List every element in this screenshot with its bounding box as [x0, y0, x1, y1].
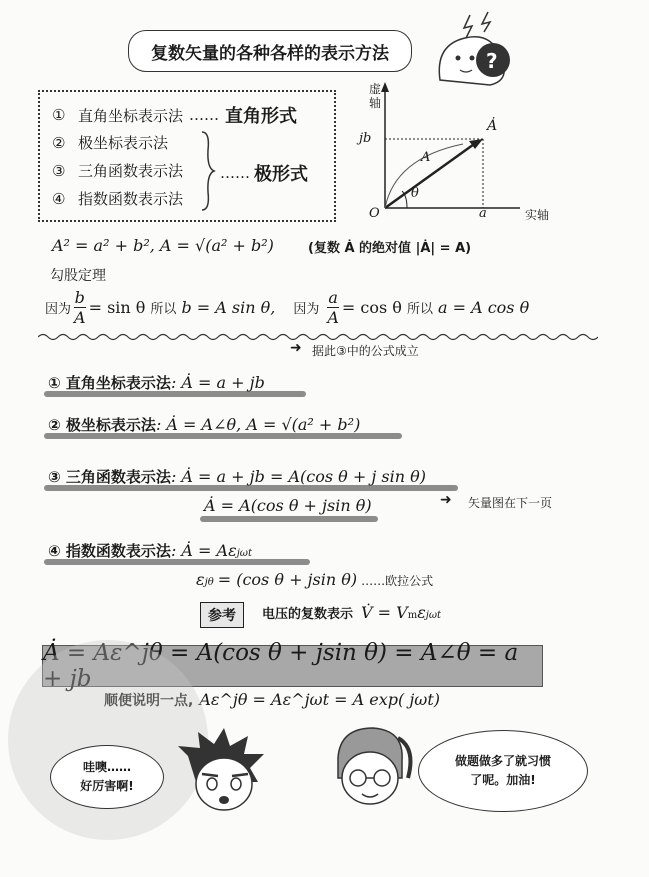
title-bubble [128, 30, 412, 72]
voltage-complex-repr: 电压的复数表示 V̇ = V m ε jωt [262, 603, 442, 622]
a-label: a [479, 206, 487, 221]
fraction-a-over-a: $\frac{a}{A}$ [327, 288, 339, 327]
formula-2: ② 极坐标表示法 : Ȧ = A∠θ, A = √(a² + b²) [48, 415, 361, 434]
svg-text:?: ? [486, 49, 498, 73]
pythagoras-label: 勾股定理 [50, 268, 106, 284]
formula-1: ① 直角坐标表示法 : Ȧ = a + jb [48, 373, 265, 392]
polar-form-label: 极形式 [254, 164, 308, 185]
page-title: 复数矢量的各种各样的表示方法 [151, 43, 389, 64]
vector-diagram [355, 78, 570, 228]
next-arrow-icon: ➜ [440, 492, 452, 508]
boy-character [178, 726, 268, 816]
speech-bubble-right: 做题做多了就习惯 了呢。加油! [418, 730, 588, 812]
origin-label: O [369, 206, 380, 221]
formula-3-second-line: Ȧ = A(cos θ + jsin θ) [204, 496, 372, 515]
jb-label: jb [359, 131, 372, 146]
arrow-note: 据此③中的公式成立 [312, 344, 419, 358]
magnitude-label: A [421, 150, 431, 165]
magnitude-equation: A² = a² + b², A = √(a² + b²) [52, 236, 274, 255]
formula-3: ③ 三角函数表示法 : Ȧ = a + jb = A(cos θ + j sin θ) [48, 467, 426, 486]
wavy-divider [38, 332, 598, 342]
speech-bubble-left: 哇噢…… 好厉害啊! [50, 745, 164, 809]
rect-form-label: 直角形式 [225, 106, 298, 127]
derivation-row: 因为 $\frac{b}{A}$ = sin θ 所以 b = A sin θ, 因为 $\frac{a}{A}$ = cos θ 所以 a = A cos θ [45, 288, 530, 327]
summary-banner: Ȧ = Aε^jθ = A(cos θ + jsin θ) = A∠θ = a + jb [42, 645, 543, 687]
arrow-icon: ➜ [290, 340, 302, 356]
polar-form-group: …… 极形式 [220, 160, 308, 186]
method-row-4: ④ 指数函数表示法 [52, 189, 184, 208]
imag-axis-label-1: 虚 [369, 82, 382, 96]
fraction-b-over-a: $\frac{b}{A}$ [74, 288, 86, 327]
method-row-3: ③ 三角函数表示法 [52, 161, 184, 180]
method-row-2: ② 极坐标表示法 [52, 133, 169, 152]
imag-axis-label-2: 轴 [369, 96, 382, 110]
abs-value-note: (复数 Ȧ 的绝对值 |Ȧ| = A) [308, 241, 472, 256]
point-label: Ȧ [487, 118, 498, 134]
reference-tag: 参考 [200, 602, 244, 628]
side-note: 顺便说明一点, Aε^jθ = Aε^jωt = A exp( jωt) [104, 690, 440, 709]
theta-label: θ [411, 186, 419, 201]
girl-character [318, 718, 418, 818]
brace-icon [200, 130, 216, 212]
real-axis-label: 实轴 [525, 208, 550, 222]
next-page-note: 矢量图在下一页 [468, 496, 553, 510]
method-row-1: ① 直角坐标表示法 …… 直角形式 [52, 102, 297, 128]
highlight-bar-3b [200, 516, 378, 522]
methods-box [38, 90, 336, 222]
euler-formula: ε jθ = (cos θ + jsin θ) ……欧拉公式 [196, 570, 434, 589]
formula-4: ④ 指数函数表示法 : Ȧ = Aε jωt [48, 541, 252, 560]
